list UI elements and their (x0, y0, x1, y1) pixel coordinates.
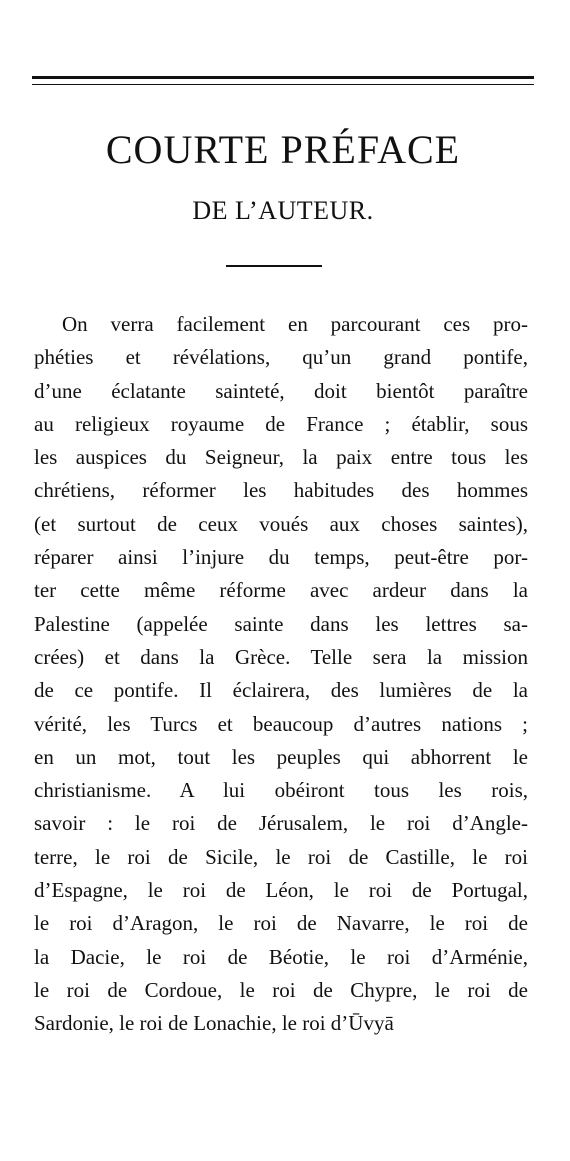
text-line: savoir : le roi de Jérusalem, le roi d’Angle- (34, 811, 528, 836)
text-line: chrétiens, réformer les habitudes des hommes (34, 478, 528, 503)
text-line: (et surtout de ceux voués aux choses saintes), (34, 511, 528, 536)
text-line: de ce pontife. Il éclairera, des lumières de la (34, 678, 528, 703)
top-rule-thick (32, 76, 534, 79)
top-rule-thin (32, 84, 534, 85)
text-line: les auspices du Seigneur, la paix entre tous les (34, 445, 528, 470)
text-line: le roi d’Aragon, le roi de Navarre, le roi de (34, 911, 528, 936)
text-line: la Dacie, le roi de Béotie, le roi d’Arménie, (34, 944, 528, 969)
section-divider (226, 265, 322, 267)
text-line: vérité, les Turcs et beaucoup d’autres nations ; (34, 711, 528, 736)
text-line: Palestine (appelée sainte dans les lettres sa- (34, 611, 528, 636)
text-line: phéties et révélations, qu’un grand pontife, (34, 345, 528, 370)
text-line: On verra facilement en parcourant ces pro- (62, 312, 528, 336)
text-line: ter cette même réforme avec ardeur dans la (34, 578, 528, 603)
text-line: le roi de Cordoue, le roi de Chypre, le roi de (34, 977, 528, 1002)
body-paragraph (34, 308, 528, 1041)
text-line: au religieux royaume de France ; établir, sous (34, 411, 528, 436)
page-subtitle: DE L’AUTEUR. (192, 196, 374, 225)
text-line: christianisme. A lui obéiront tous les rois, (34, 778, 528, 803)
text-line: terre, le roi de Sicile, le roi de Castille, le roi (34, 844, 528, 869)
text-line: Sardonie, le roi de Lonachie, le roi d’Ūvyā (34, 1011, 394, 1036)
text-line: d’une éclatante sainteté, doit bientôt paraître (34, 378, 528, 403)
text-line: crées) et dans la Grèce. Telle sera la mission (34, 644, 528, 669)
text-line: réparer ainsi l’injure du temps, peut-être por- (34, 545, 528, 570)
text-line: en un mot, tout les peuples qui abhorrent le (34, 744, 528, 769)
page-title: COURTE PRÉFACE (105, 127, 461, 172)
text-line: d’Espagne, le roi de Léon, le roi de Portugal, (34, 878, 528, 903)
